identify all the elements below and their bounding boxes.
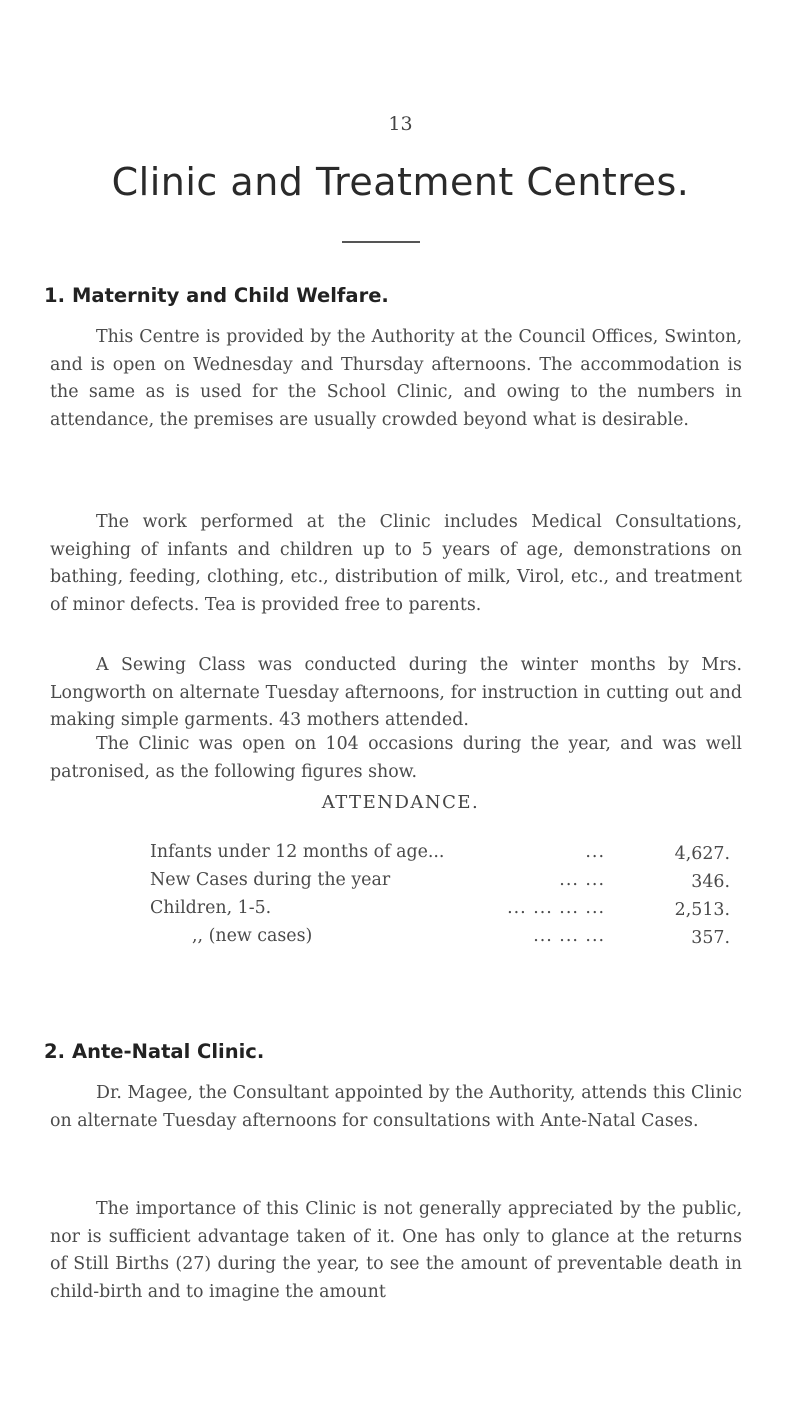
page-title: Clinic and Treatment Centres.: [111, 160, 690, 204]
attendance-label: New Cases during the year: [150, 870, 391, 890]
attendance-label: Children, 1-5.: [150, 898, 272, 918]
attendance-caption: ATTENDANCE.: [321, 792, 480, 813]
paragraph: This Centre is provided by the Authority at the Council Offices, Swinton, and is open on Wednesday and Thursday afternoons. The accommodation is the same as is used for the School Clinic, and owing to the numbers in attendance, the premises are usually crowded beyond what is desirable.: [50, 327, 742, 430]
dot-leaders: ... ...: [559, 870, 605, 890]
paragraph: The importance of this Clinic is not generally appreciated by the public, nor is sufficient advantage taken of it. One has only to glance at the returns of Still Births (27) during the year, to see the amount of preventable death in child-birth and to imagine the amount: [50, 1199, 742, 1302]
dot-leaders: ...: [585, 842, 605, 862]
section-number: 2.: [44, 1040, 65, 1063]
attendance-label: ,, (new cases): [192, 926, 313, 946]
attendance-row: [150, 870, 730, 898]
paragraph: The work performed at the Clinic includes Medical Consultations, weighing of infants and children up to 5 years of age, demonstrations on bathing, feeding, clothing, etc., distribution of milk, Virol, etc., and treatment of minor defects. Tea is provided free to parents.: [50, 512, 742, 615]
attendance-value: 357.: [691, 928, 730, 948]
paragraph: The Clinic was open on 104 occasions during the year, and was well patronised, as the following figures show.: [50, 734, 742, 782]
section-title: Ante-Natal Clinic.: [72, 1040, 265, 1063]
attendance-row: [150, 842, 730, 870]
dot-leaders: ... ... ...: [533, 926, 605, 946]
paragraph: Dr. Magee, the Consultant appointed by the Authority, attends this Clinic on alternate Tuesday afternoons for consultations with Ante-Natal Cases.: [50, 1083, 742, 1131]
attendance-table: [150, 842, 730, 954]
attendance-label: Infants under 12 months of age...: [150, 842, 445, 862]
attendance-value: 2,513.: [674, 900, 730, 920]
title-divider: [342, 241, 420, 243]
page-number: 13: [388, 113, 413, 135]
section-number: 1.: [44, 284, 65, 307]
attendance-row: [150, 898, 730, 926]
dot-leaders: ... ... ... ...: [507, 898, 605, 918]
section-title: Maternity and Child Welfare.: [72, 284, 389, 307]
section-heading-ante-natal: [44, 1040, 264, 1063]
paragraph: A Sewing Class was conducted during the winter months by Mrs. Longworth on alternate Tuesday afternoons, for instruction in cutting out and making simple garments. 43 mothers attended.: [50, 655, 742, 730]
attendance-row: [150, 926, 730, 954]
section-heading-maternity: [44, 284, 389, 307]
attendance-value: 4,627.: [674, 844, 730, 864]
attendance-value: 346.: [691, 872, 730, 892]
